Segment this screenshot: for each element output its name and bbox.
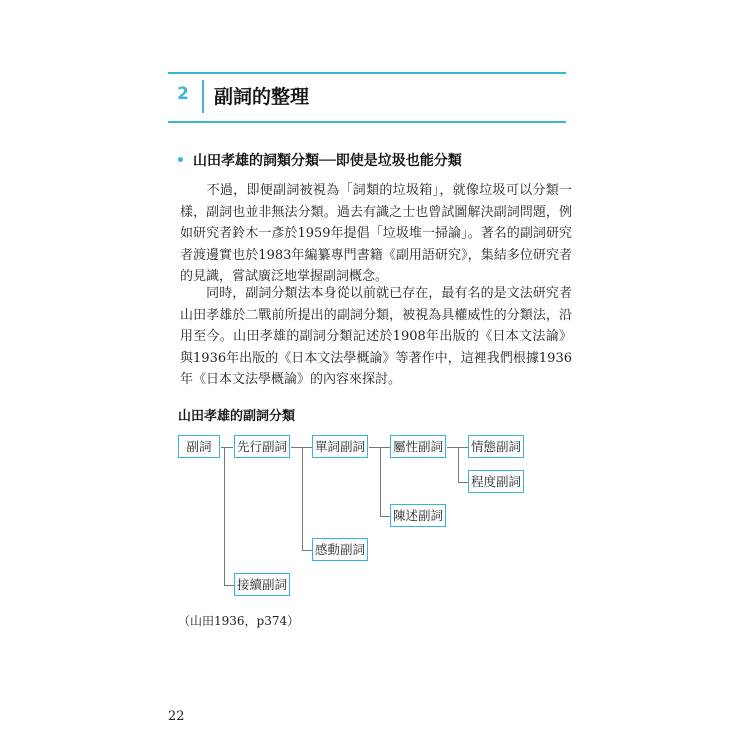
section-heading-text: 山田孝雄的詞類分類──即使是垃圾也能分類 bbox=[192, 153, 462, 169]
node-zokusei-fukushi: 屬性副詞 bbox=[390, 435, 446, 458]
chapter-title: 副詞的整理 bbox=[214, 86, 310, 108]
connector-line bbox=[458, 447, 459, 482]
chapter-separator bbox=[202, 80, 204, 113]
body-paragraph-2: 同時，副詞分類法本身從以前就已存在，最有名的是文法研究者山田孝雄於二戰前所提出的副詞分類，被視為具權威性的分類法，沿用至今。山田孝雄的副詞分類記述於1908年出版的《日本文法論》與1936年出版的《日本文法學概論》等著作中，這裡我們根據1936年《日本文法學概論》的內容來探討。 bbox=[180, 286, 572, 388]
body-paragraph-1: 不過，即便副詞被視為「詞類的垃圾箱」，就像垃圾可以分類一樣，副詞也並非無法分類。過去有識之士也曾試圖解決副詞問題，例如研究者鈴木一彥於1959年提倡「垃圾堆一掃論」。著名的副詞研究者渡邊實也於1983年編纂專門書籍《副用語研究》，集結多位研究者的見識，嘗試廣泛地掌握副詞概念。 bbox=[180, 183, 572, 285]
node-fukushi: 副詞 bbox=[178, 435, 220, 458]
connector-line bbox=[224, 447, 225, 585]
node-tango-fukushi: 單詞副詞 bbox=[312, 435, 368, 458]
connector-line bbox=[380, 516, 390, 517]
chapter-number: 2 bbox=[177, 84, 189, 104]
page-number: 22 bbox=[168, 709, 185, 724]
connector-line bbox=[458, 482, 468, 483]
node-setsuzoku-fukushi: 接續副詞 bbox=[234, 573, 290, 596]
bullet-icon: • bbox=[176, 153, 185, 169]
node-senko-fukushi: 先行副詞 bbox=[234, 435, 290, 458]
chapter-top-rule bbox=[168, 72, 566, 74]
node-chinjutsu-fukushi: 陳述副詞 bbox=[390, 504, 446, 527]
figure-caption: （山田1936，p374） bbox=[178, 614, 300, 628]
connector-line bbox=[302, 550, 312, 551]
chapter-bottom-rule bbox=[168, 121, 566, 123]
section-heading bbox=[176, 150, 462, 170]
figure-title: 山田孝雄的副詞分類 bbox=[178, 409, 296, 424]
node-jotai-fukushi: 情態副詞 bbox=[468, 435, 524, 458]
connector-line bbox=[224, 585, 234, 586]
connector-line bbox=[380, 447, 381, 516]
node-teido-fukushi: 程度副詞 bbox=[468, 470, 524, 493]
node-kando-fukushi: 感動副詞 bbox=[312, 538, 368, 561]
connector-line bbox=[221, 447, 233, 448]
connector-line bbox=[302, 447, 303, 550]
